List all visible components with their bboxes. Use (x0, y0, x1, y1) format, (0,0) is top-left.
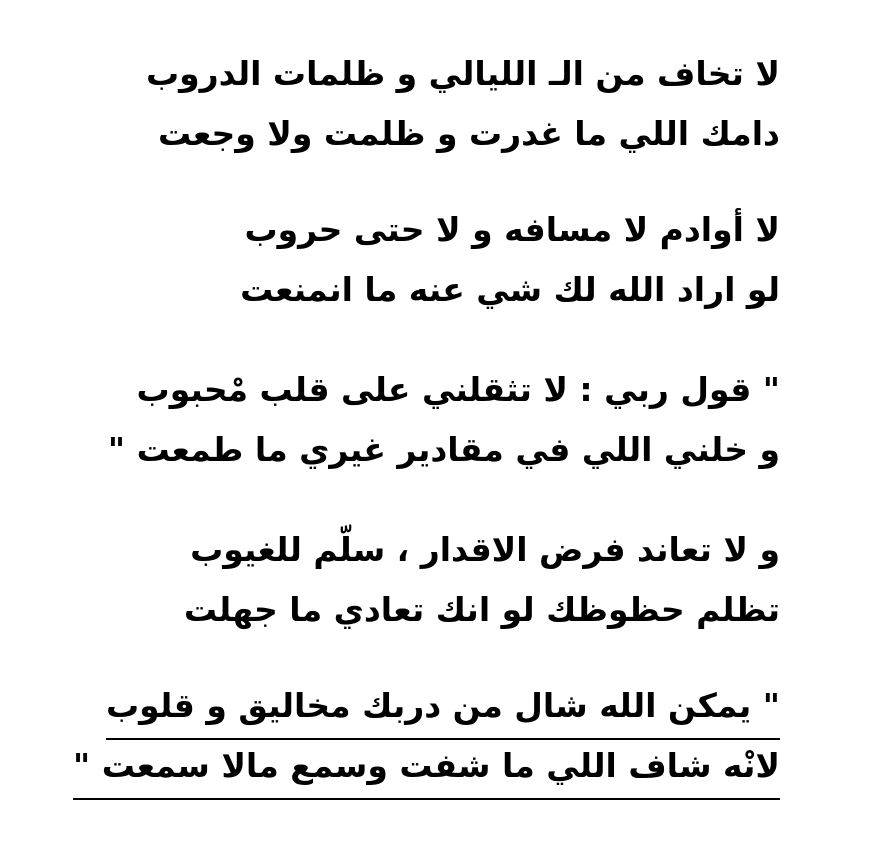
underlined-verse-row (73, 680, 780, 740)
verse-line: دامك اللي ما غدرت و ظلمت ولا وجعت (157, 114, 780, 153)
verse-line: " قول ربي : لا تثقلني على قلب مْحبوب (136, 370, 780, 409)
verse-line: و لا تعاند فرض الاقدار ، سلّم للغيوب (190, 530, 780, 569)
underlined-verse-row (73, 740, 780, 800)
underlined-verse-line: لانْه شاف اللي ما شفت وسمع مالا سمعت " (73, 740, 780, 800)
underlined-verse-line: " يمكن الله شال من دربك مخاليق و قلوب (106, 680, 780, 740)
stanza-1 (146, 44, 780, 164)
verse-line: لا أوادم لا مسافه و لا حتى حروب (244, 210, 780, 249)
verse-line: لو اراد الله لك شي عنه ما انمنعت (240, 270, 780, 309)
stanza-3 (108, 360, 780, 480)
verse-line: تظلم حظوظك لو انك تعادي ما جهلت (183, 590, 780, 629)
stanza-2 (240, 200, 780, 320)
stanza-5 (73, 680, 780, 800)
verse-line: لا تخاف من الـ الليالي و ظلمات الدروب (146, 54, 780, 93)
stanza-4 (184, 520, 780, 640)
verse-line: و خلني اللي في مقادير غيري ما طمعت " (107, 430, 780, 469)
